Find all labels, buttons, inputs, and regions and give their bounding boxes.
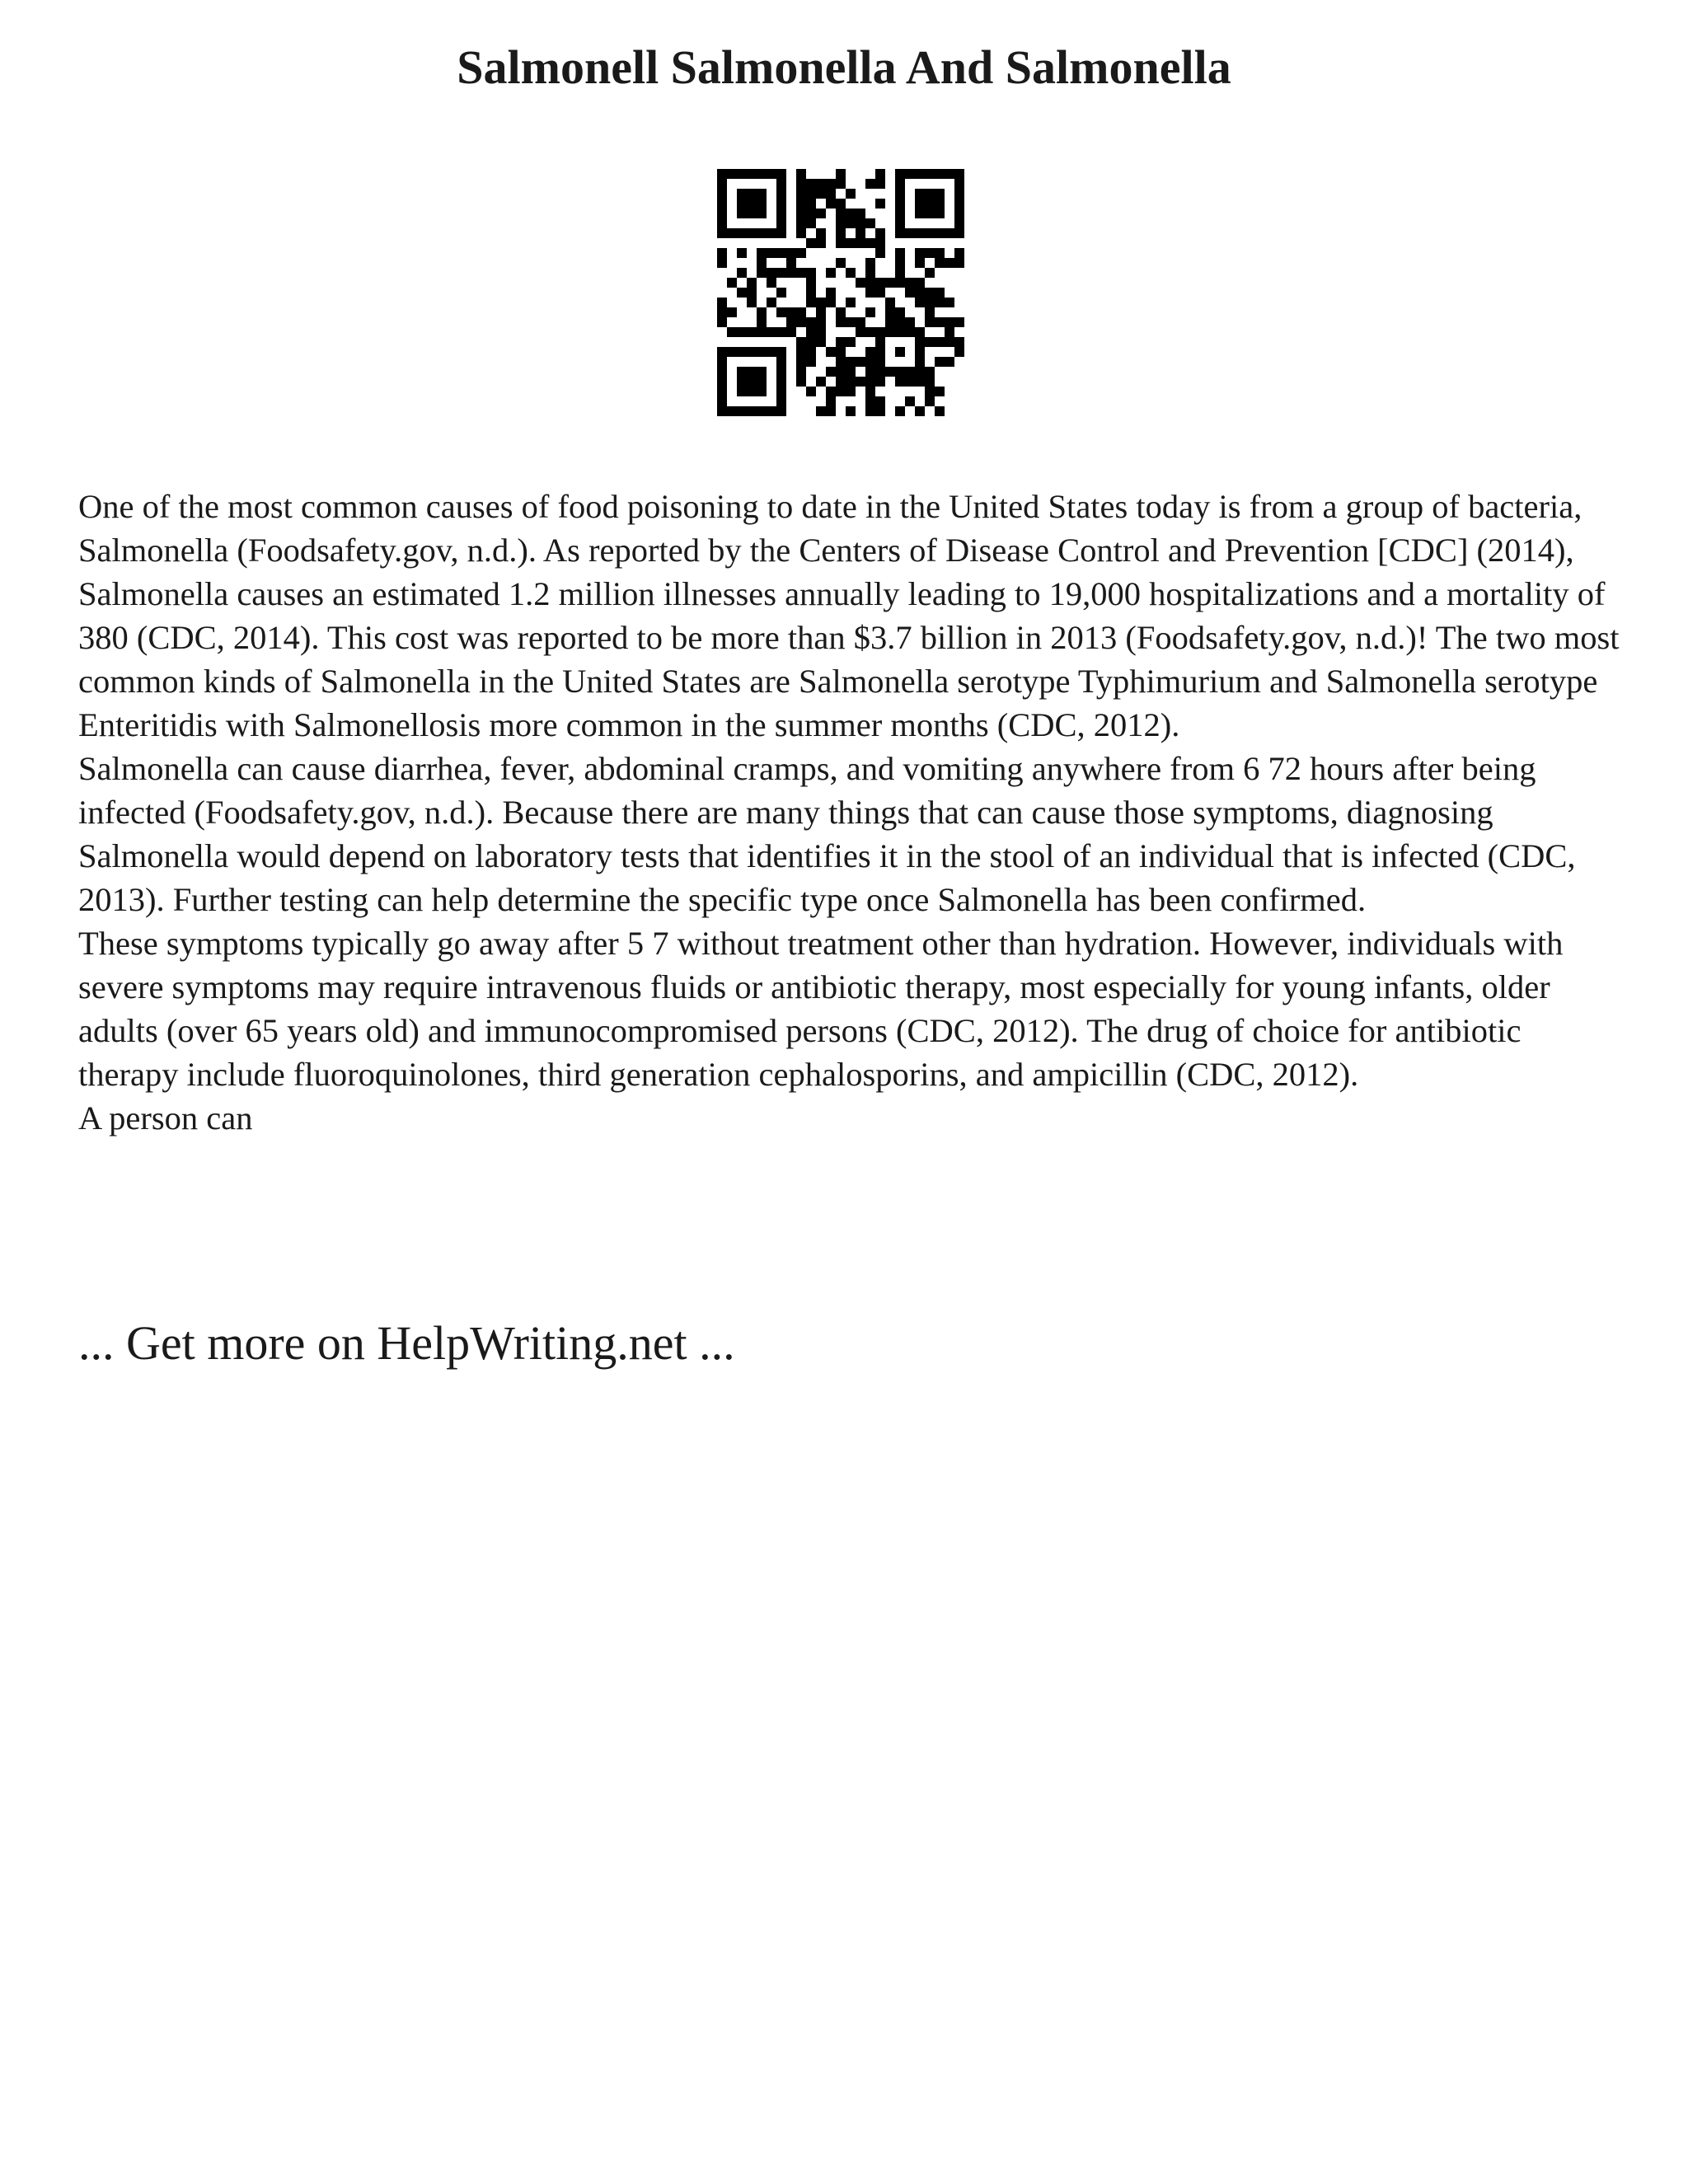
page-title: Salmonell Salmonella And Salmonella <box>457 40 1231 94</box>
paragraph-4: A person can <box>78 1099 253 1137</box>
get-more-link[interactable]: ... Get more on HelpWriting.net ... <box>78 1316 735 1370</box>
paragraph-2: Salmonella can cause diarrhea, fever, abdominal cramps, and vomiting anywhere from 6 72 hours after being infected (Foodsafety.gov, n.d.). Because there are many things that can cause those symptoms, diagnosing Salmonella would depend on laboratory tests that identifies it in the stool of an individual that is infected (CDC, 2013). Further testing can help determine the specific type once Salmonella has been confirmed. <box>78 750 1576 918</box>
paragraph-3: These symptoms typically go away after 5 7 without treatment other than hydration. However, individuals with severe symptoms may require intravenous fluids or antibiotic therapy, most especially for young infants, older adults (over 65 years old) and immunocompromised persons (CDC, 2012). The drug of choice for antibiotic therapy include fluoroquinolones, third generation cephalosporins, and ampicillin (CDC, 2012). <box>78 925 1564 1093</box>
paragraph-1: One of the most common causes of food poisoning to date in the United States today is from a group of bacteria, Salmonella (Foodsafety.gov, n.d.). As reported by the Centers of Disease Control and Prevention [CDC] (2014), Salmonella causes an estimated 1.2 million illnesses annually leading to 19,000 hospitalizations and a mortality of 380 (CDC, 2014). This cost was reported to be more than $3.7 billion in 2013 (Foodsafety.gov, n.d.)! The two most common kinds of Salmonella in the United States are Salmonella serotype Typhimurium and Salmonella serotype Enteritidis with Salmonellosis more common in the summer months (CDC, 2012). <box>78 488 1620 743</box>
qr-code-icon <box>717 169 964 416</box>
article-body <box>78 485 1628 1140</box>
